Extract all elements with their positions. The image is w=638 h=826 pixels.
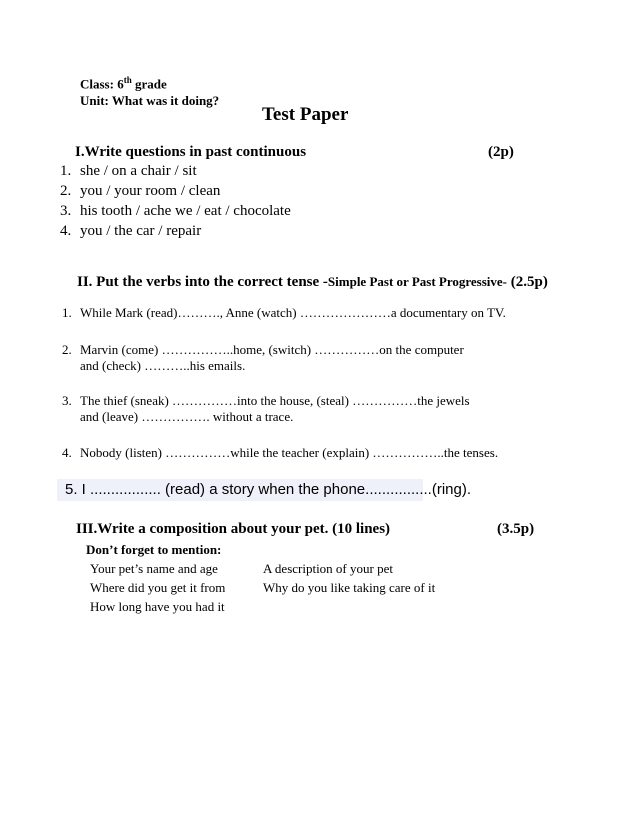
mention-item: A description of your pet [263, 561, 393, 576]
mention-item: Your pet’s name and age [90, 561, 218, 576]
section2-item-2 [62, 342, 464, 373]
section1-item-2 [60, 183, 221, 200]
section2-item-1 [62, 305, 506, 321]
section1-item-4 [60, 223, 202, 240]
mention-item: How long have you had it [90, 599, 225, 614]
section3-heading: III.Write a composition about your pet. (10 lines) [76, 521, 391, 537]
item-text-cont: and (check) ………..his emails. [80, 358, 246, 373]
section1-heading: I.Write questions in past continuous [75, 144, 307, 160]
item-number: 3. [62, 393, 72, 408]
item-text: you / the car / repair [80, 223, 202, 239]
page-title: Test Paper [262, 104, 349, 125]
item-number: 2. [60, 183, 72, 199]
section2-item-3 [62, 393, 470, 424]
item-number: 1. [60, 163, 72, 179]
item-number: 4. [60, 223, 72, 239]
unit-label: Unit: What was it doing? [80, 93, 220, 108]
item-text: Marvin (come) ……………..home, (switch) ……………on the computer [80, 342, 464, 357]
item-text: his tooth / ache we / eat / chocolate [80, 203, 291, 219]
class-label: Class: 6th grade [80, 75, 167, 92]
item-number: 3. [60, 203, 72, 219]
section3-subheading: Don’t forget to mention: [86, 542, 222, 557]
item-text: Nobody (listen) ……………while the teacher (explain) ……………..the tenses. [80, 445, 499, 460]
item-text: you / your room / clean [80, 183, 221, 199]
item-text: While Mark (read)………., Anne (watch) …………………a documentary on TV. [80, 305, 506, 320]
section3-points: (3.5p) [497, 521, 535, 537]
item-number: 1. [62, 305, 72, 320]
mention-item: Why do you like taking care of it [263, 580, 436, 595]
section2-heading: II. Put the verbs into the correct tense -Simple Past or Past Progressive- (2.5p) [77, 274, 548, 290]
item-text-cont: and (leave) ……………. without a trace. [80, 409, 294, 424]
item-text: she / on a chair / sit [80, 163, 197, 179]
section1-points: (2p) [488, 144, 514, 160]
item-number: 4. [62, 445, 72, 460]
item-number: 2. [62, 342, 72, 357]
mention-item: Where did you get it from [90, 580, 226, 595]
section2-item-5: 5. I ................. (read) a story when the phone................(ring). [57, 479, 423, 501]
section1-item-1 [60, 163, 197, 180]
section1-item-3 [60, 203, 291, 220]
section2-item-4 [62, 445, 499, 461]
item-text: The thief (sneak) ……………into the house, (steal) ……………the jewels [80, 393, 470, 408]
